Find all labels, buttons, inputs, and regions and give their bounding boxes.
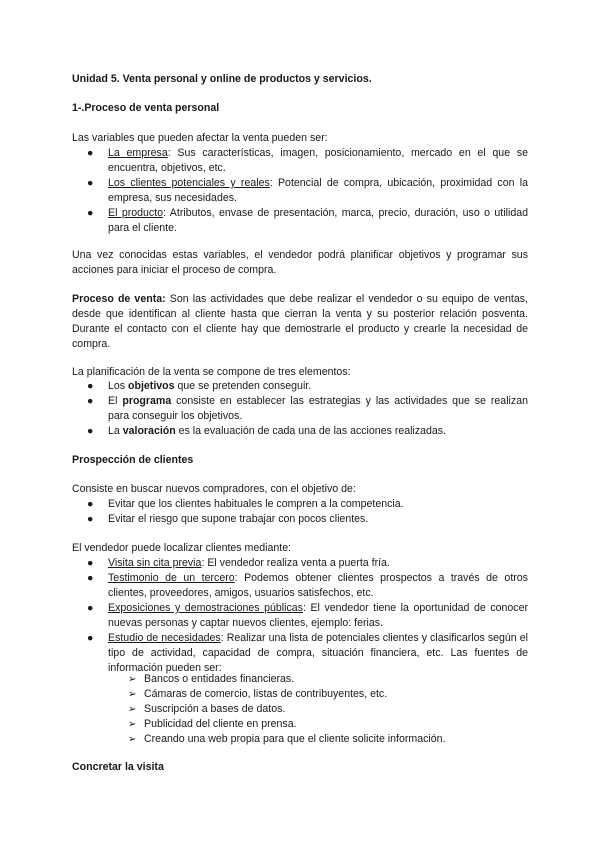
list-item: ● Estudio de necesidades: Realizar una lista de potenciales clientes y clasificarlos según el tipo de actividad, capacidad de compra, situación financiera, etc. Las fuentes de información pueden ser: [87,632,528,674]
variables-intro: Las variables que pueden afectar la venta pueden ser: [72,132,328,144]
bullet-icon: ● [87,177,94,189]
bullet-icon: ● [87,572,94,584]
locate-methods-list [72,556,528,676]
bullet-icon: ● [87,513,94,525]
visit-title: Concretar la visita [72,761,164,773]
sources-list [72,672,528,747]
bullet-icon: ● [87,602,94,614]
list-item: ● La empresa: Sus características, imagen, posicionamiento, mercado en el que se encuentra, objetivos, etc. [87,147,528,174]
list-item: ● El programa consiste en establecer las estrategias y las actividades que se realizan para conseguir los objetivos. [87,395,528,422]
bullet-icon: ● [87,380,94,392]
arrow-bullet-icon: ➢ [128,689,137,700]
bullet-icon: ● [87,147,94,159]
list-item: ● La valoración es la evaluación de cada una de las acciones realizadas. [87,425,447,437]
list-item: ➢ Cámaras de comercio, listas de contribuyentes, etc. [128,688,388,700]
list-item: ➢ Creando una web propia para que el cliente solicite información. [128,733,446,745]
list-item: ● El producto: Atributos, envase de presentación, marca, precio, duración, uso o utilidad para el cliente. [87,207,528,234]
arrow-bullet-icon: ➢ [128,704,137,715]
list-item: ● Los clientes potenciales y reales: Potencial de compra, ubicación, proximidad con la empresa, sus necesidades. [87,177,528,204]
elements-intro: La planificación de la venta se compone de tres elementos: [72,366,351,378]
list-item: ● Evitar que los clientes habituales le compren a la competencia. [87,498,404,510]
unit-title: Unidad 5. Venta personal y online de productos y servicios. [72,73,372,85]
bullet-icon: ● [87,207,94,219]
list-item: ➢ Publicidad del cliente en prensa. [128,718,297,730]
process-definition: Proceso de venta: Son las actividades que debe realizar el vendedor o su equipo de ventas, desde que identifican al cliente hasta que cierran la venta y su posterior relación posventa. Durante el contacto con el cliente hay que demostrarle el producto y crearle la necesidad de compra. [72,293,528,350]
arrow-bullet-icon: ➢ [128,734,137,745]
prospect-title: Prospección de clientes [72,454,194,466]
locate-intro: El vendedor puede localizar clientes mediante: [72,542,292,554]
list-item: ● Exposiciones y demostraciones públicas: El vendedor tiene la oportunidad de conocer nuevas personas y captar nuevos clientes, ejemplo: ferias. [87,602,528,629]
list-item: ● Evitar el riesgo que supone trabajar con pocos clientes. [87,513,369,525]
bullet-icon: ● [87,498,94,510]
list-item: ➢ Suscripción a bases de datos. [128,703,286,715]
planning-paragraph: Una vez conocidas estas variables, el vendedor podrá planificar objetivos y programar sus acciones para iniciar el proceso de compra. [72,249,528,276]
variables-list [72,146,528,236]
list-item: ● Testimonio de un tercero: Podemos obtener clientes prospectos a través de otros clientes, proveedores, amigos, usuarios satisfechos, etc. [87,572,528,599]
elements-list [72,379,528,439]
bullet-icon: ● [87,557,94,569]
list-item: ● Los objetivos que se pretenden conseguir. [87,380,312,392]
prospect-goals-list [72,497,528,527]
section-title: 1-.Proceso de venta personal [72,102,220,114]
bullet-icon: ● [87,395,94,407]
arrow-bullet-icon: ➢ [128,719,137,730]
prospect-intro: Consiste en buscar nuevos compradores, con el objetivo de: [72,483,356,495]
bullet-icon: ● [87,632,94,644]
list-item: ➢ Bancos o entidades financieras. [128,673,295,685]
arrow-bullet-icon: ➢ [128,674,137,685]
list-item: ● Visita sin cita previa: El vendedor realiza venta a puerta fría. [87,557,390,569]
bullet-icon: ● [87,425,94,437]
